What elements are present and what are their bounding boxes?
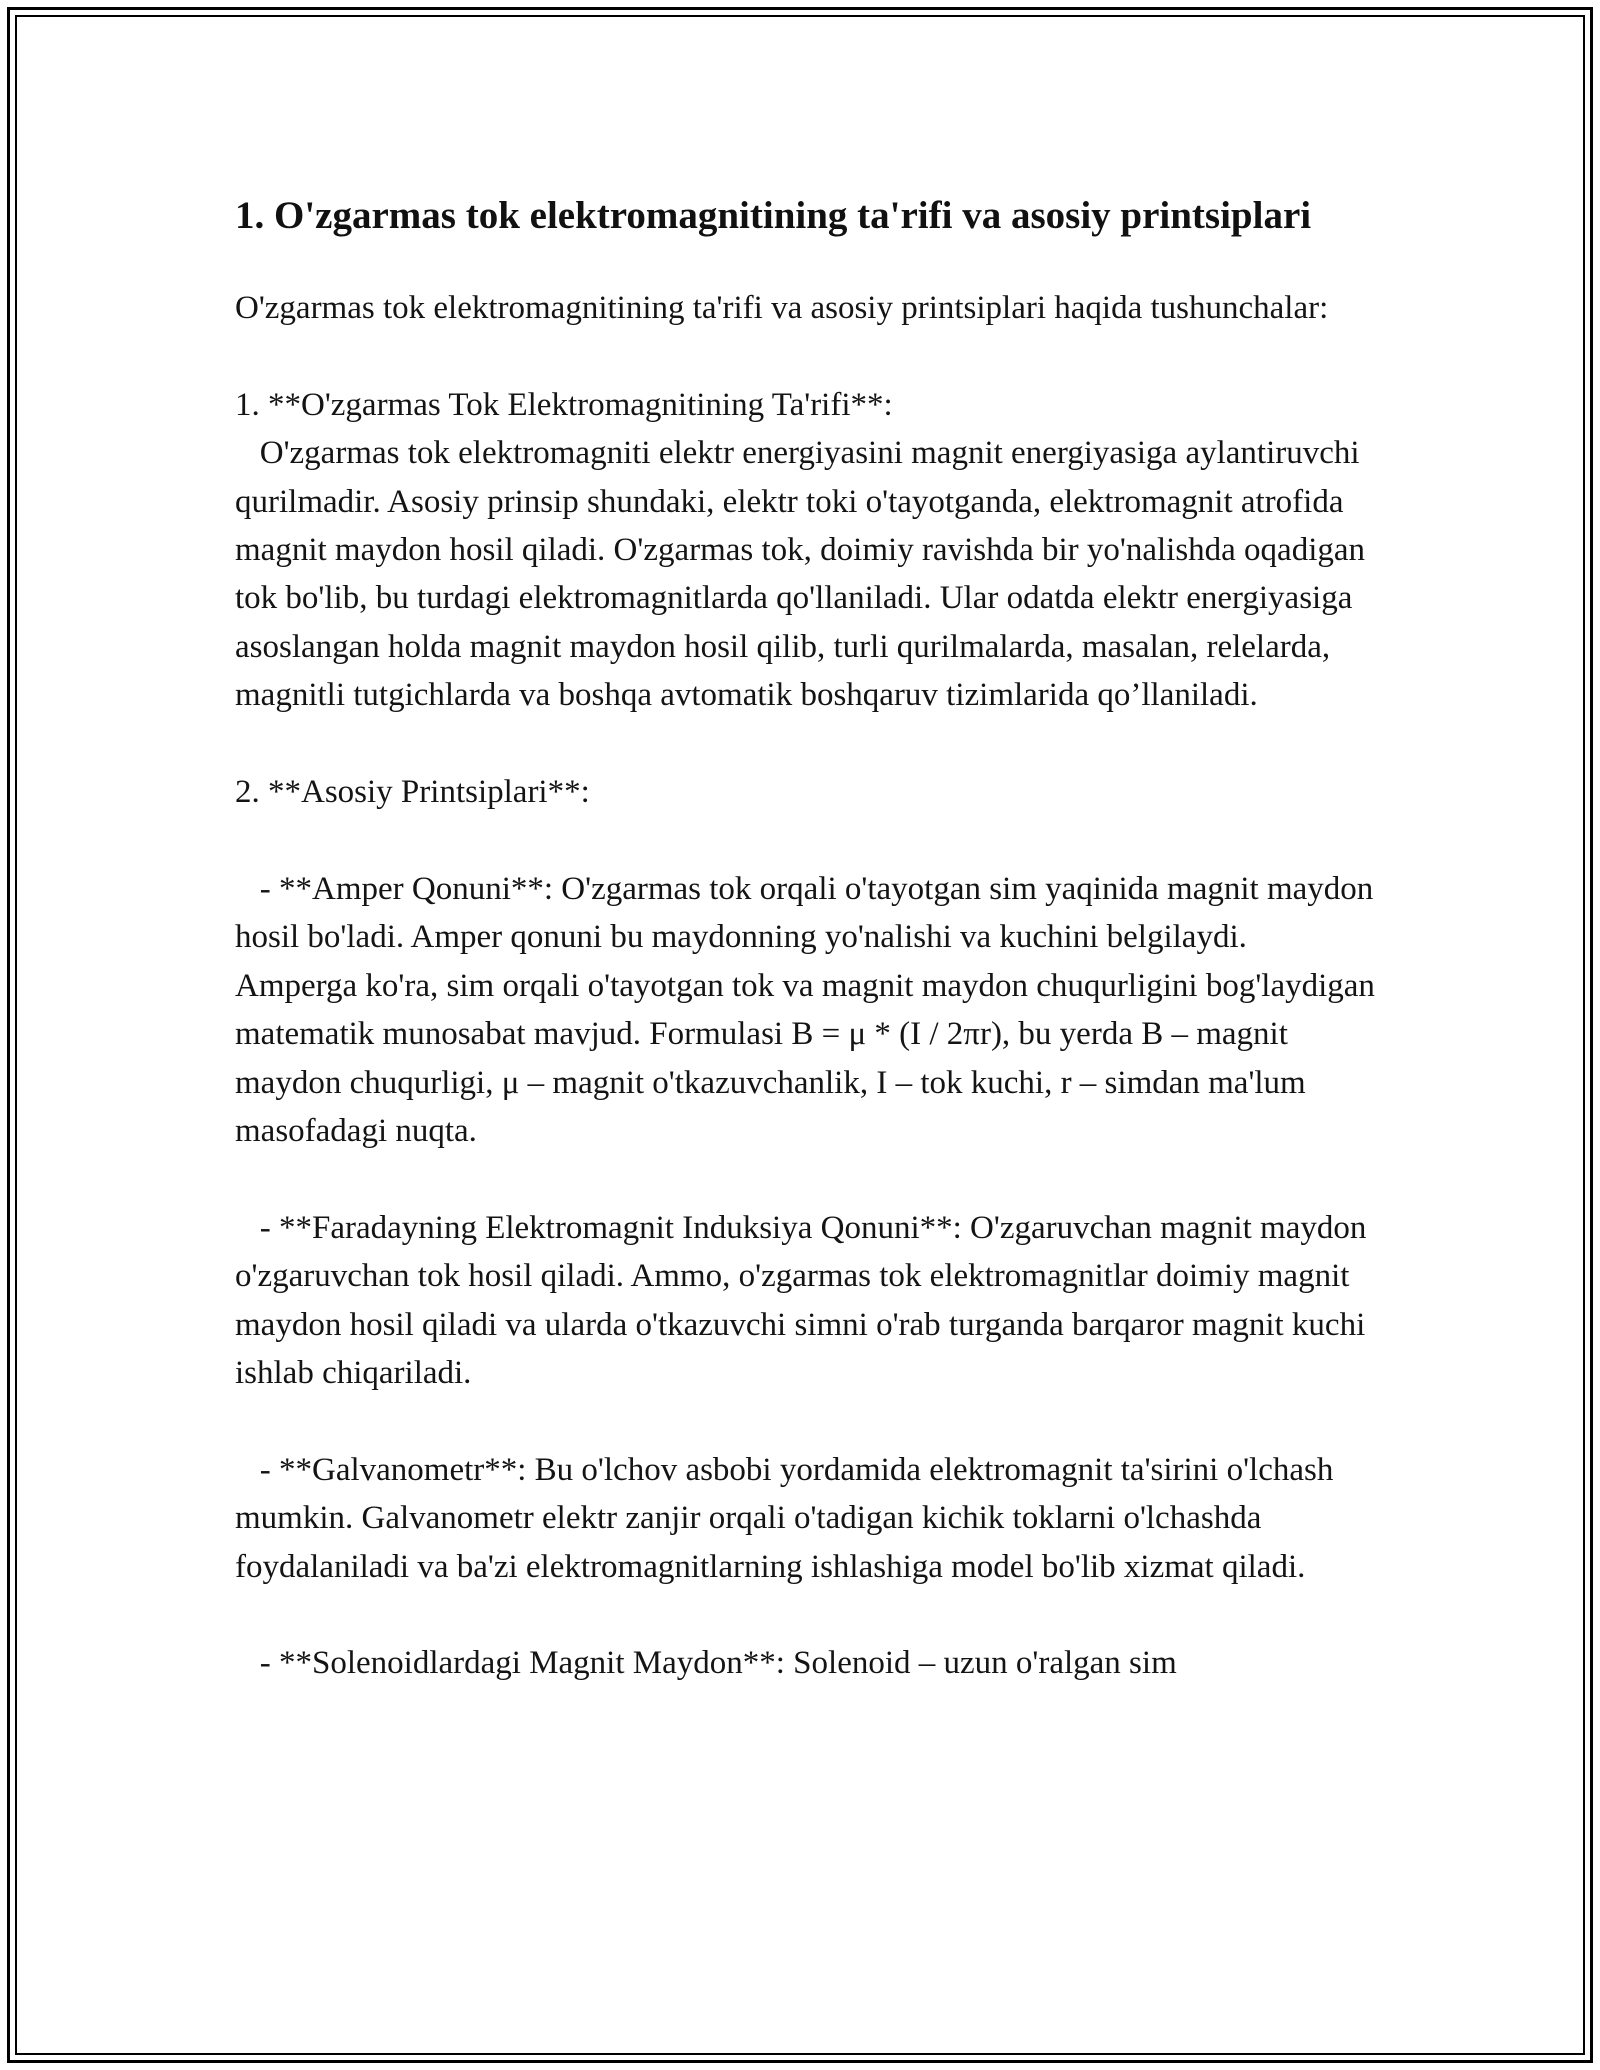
document-content <box>235 188 1375 1688</box>
section-body: O'zgarmas tok elektromagnitining ta'rifi va asosiy printsiplari haqida tushunchalar: 1. **O'zgarmas Tok Elektromagnitining Ta'rifi**: O'zgarmas tok elektromagniti elektr energiyasini magnit energiyasiga aylantiruvchi qurilmadir. Asosiy prinsip shundaki, elektr toki o'tayotganda, elektromagnit atrofida magnit maydon hosil qiladi. O'zgarmas tok, doimiy ravishda bir yo'nalishda oqadigan tok bo'lib, bu turdagi elektromagnitlarda qo'llaniladi. Ular odatda elektr energiyasiga asoslangan holda magnit maydon hosil qilib, turli qurilmalarda, masalan, relelarda, magnitli tutgichlarda va boshqa avtomatik boshqaruv tizimlarida qo’llaniladi. 2. **Asosiy Printsiplari**: - **Amper Qonuni**: O'zgarmas tok orqali o'tayotgan sim yaqinida magnit maydon hosil bo'ladi. Amper qonuni bu maydonning yo'nalishi va kuchini belgilaydi. Amperga ko'ra, sim orqali o'tayotgan tok va magnit maydon chuqurligini bog'laydigan matematik munosabat mavjud. Formulasi B = μ * (I / 2πr), bu yerda B – magnit maydon chuqurligi, μ – magnit o'tkazuvchanlik, I – tok kuchi, r – simdan ma'lum masofadagi nuqta. - **Faradayning Elektromagnit Induksiya Qonuni**: O'zgaruvchan magnit maydon o'zgaruvchan tok hosil qiladi. Ammo, o'zgarmas tok elektromagnitlar doimiy magnit maydon hosil qiladi va ularda o'tkazuvchi simni o'rab turganda barqaror magnit kuchi ishlab chiqariladi. - **Galvanometr**: Bu o'lchov asbobi yordamida elektromagnit ta'sirini o'lchash mumkin. Galvanometr elektr zanjir orqali o'tadigan kichik toklarni o'lchashda foydalaniladi va ba'zi elektromagnitlarning ishlashiga model bo'lib xizmat qiladi. - **Solenoidlardagi Magnit Maydon**: Solenoid – uzun o'ralgan sim <box>235 290 1375 1682</box>
section-heading: 1. O'zgarmas tok elektromagnitining ta'rifi va asosiy printsiplari <box>235 194 1312 237</box>
